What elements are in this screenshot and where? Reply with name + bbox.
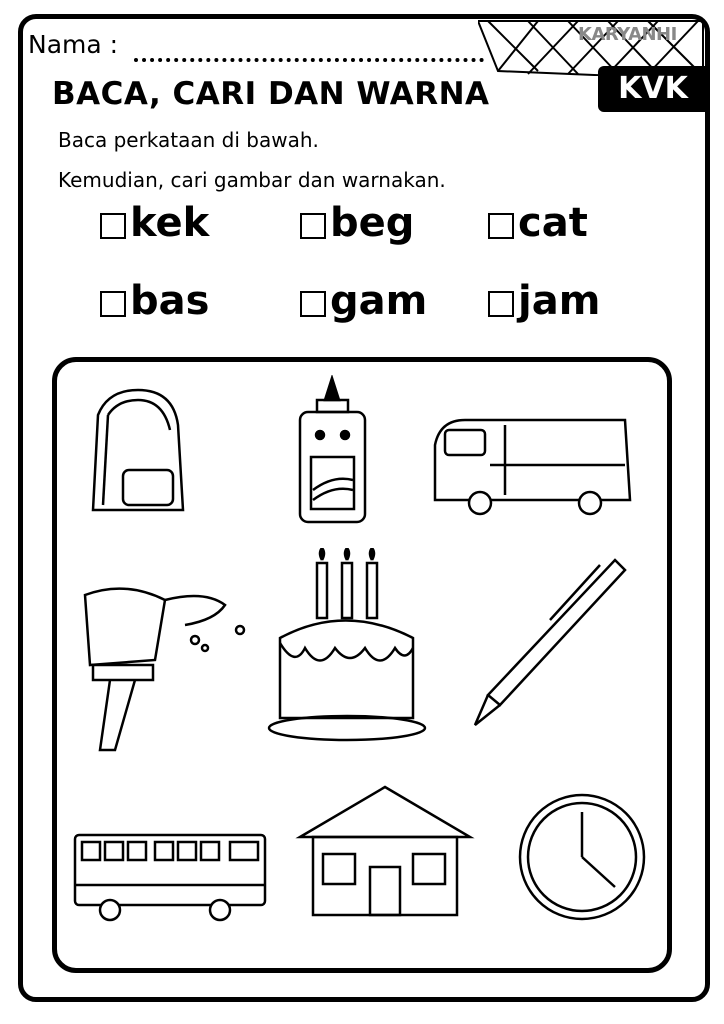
word-item [100, 200, 209, 246]
word-item [488, 278, 600, 324]
bus-picture[interactable] [70, 830, 270, 925]
instruction-1: Baca perkataan di bawah. [58, 128, 319, 152]
cake-picture[interactable] [265, 548, 430, 748]
backpack-picture[interactable] [78, 385, 188, 520]
word-item [100, 278, 209, 324]
word-checkbox[interactable] [100, 291, 126, 317]
word-item [300, 278, 427, 324]
kvk-badge: KVK [598, 66, 708, 112]
word-checkbox[interactable] [100, 213, 126, 239]
name-label: Nama : [28, 30, 119, 59]
van-picture[interactable] [430, 415, 635, 520]
house-picture[interactable] [295, 782, 475, 917]
glue-picture[interactable] [295, 375, 370, 525]
word-checkbox[interactable] [488, 291, 514, 317]
word-item [300, 200, 414, 246]
word-label: gam [330, 278, 428, 324]
word-item [488, 200, 588, 246]
word-checkbox[interactable] [300, 213, 326, 239]
word-checkbox[interactable] [300, 291, 326, 317]
word-label: beg [330, 200, 415, 246]
paint-brush-picture[interactable] [75, 580, 255, 755]
word-label: bas [130, 278, 210, 324]
pen-picture[interactable] [470, 555, 630, 730]
watermark: KARYANHI [578, 24, 677, 45]
word-label: cat [518, 200, 588, 246]
instruction-2: Kemudian, cari gambar dan warnakan. [58, 168, 446, 192]
word-label: kek [130, 200, 210, 246]
word-checkbox[interactable] [488, 213, 514, 239]
worksheet-title: BACA, CARI DAN WARNA [52, 76, 490, 112]
name-input-line[interactable] [134, 58, 484, 62]
clock-picture[interactable] [515, 792, 650, 922]
word-label: jam [518, 278, 601, 324]
